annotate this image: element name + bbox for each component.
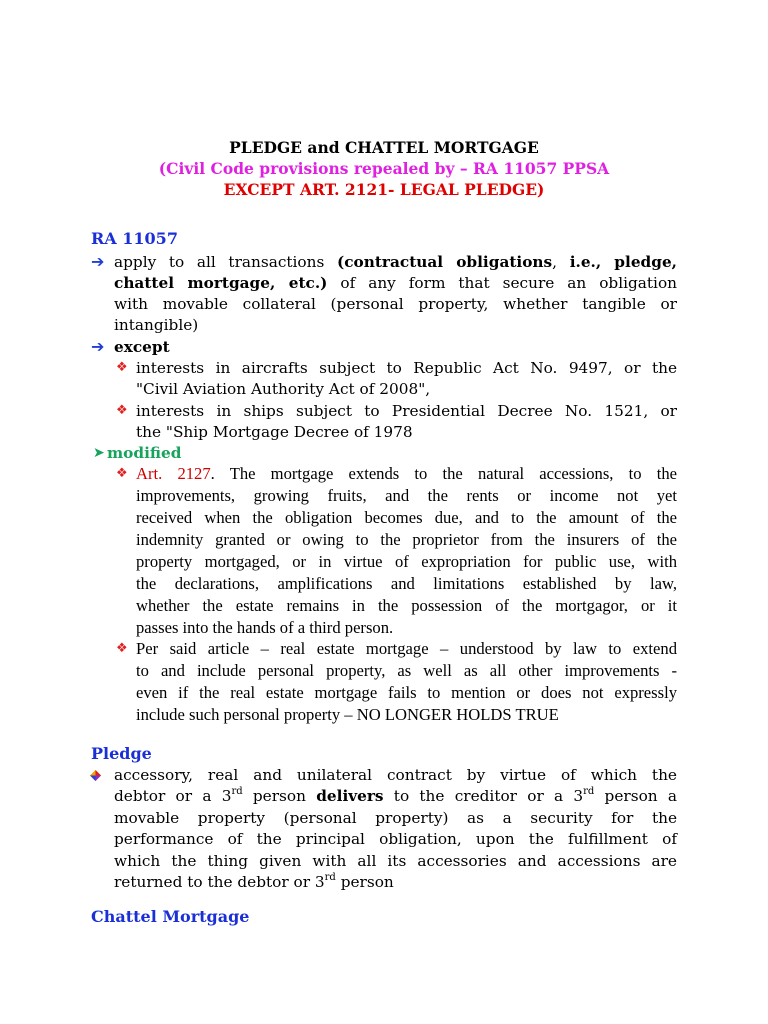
arrow-right-icon: ➔	[91, 337, 105, 356]
per-line-3: even if the real estate mortgage fails to mention or does not expressly	[136, 683, 677, 702]
document-title: PLEDGE and CHATTEL MORTGAGE	[229, 138, 539, 157]
except-item-1-line-2: "Civil Aviation Authority Act of 2008",	[136, 380, 431, 398]
apply-line-3: with movable collateral (personal property, whether tangible or	[114, 295, 677, 313]
pledge-line-6: returned to the debtor or 3rd person	[114, 871, 394, 891]
art-line-2: improvements, growing fruits, and the rents or income not yet	[136, 486, 677, 505]
square-bullet-icon	[90, 770, 101, 781]
per-line-4: include such personal property – NO LONGER HOLDS TRUE	[136, 705, 559, 724]
pledge-heading: Pledge	[91, 744, 152, 763]
pledge-line-5: which the thing given with all its accessories and accessions are	[114, 852, 677, 870]
except-label: except	[114, 338, 170, 356]
diamond-bullet-icon: ❖	[116, 466, 128, 481]
triangle-bullet-icon: ➤	[93, 445, 105, 461]
art-line-8: passes into the hands of a third person.	[136, 618, 394, 637]
per-line-2: to and include personal property, as well as all other improvements -	[136, 661, 677, 680]
pledge-line-1: accessory, real and unilateral contract by virtue of which the	[114, 766, 677, 784]
chattel-mortgage-heading: Chattel Mortgage	[91, 907, 250, 926]
diamond-bullet-icon: ❖	[116, 641, 128, 656]
art-line-1: Art. 2127. The mortgage extends to the natural accessions, to the	[136, 464, 678, 483]
art-line-4: indemnity granted or owing to the proprietor from the insurers of the	[136, 530, 677, 549]
modified-label: modified	[107, 444, 182, 462]
except-item-2-line-1: interests in ships subject to Presidential Decree No. 1521, or	[136, 402, 677, 420]
art-line-3: received when the obligation becomes due, and to the amount of the	[136, 508, 677, 527]
document-subtitle-2: EXCEPT ART. 2121- LEGAL PLEDGE)	[223, 180, 545, 199]
except-item-2-line-2: the "Ship Mortgage Decree of 1978	[136, 423, 413, 441]
diamond-bullet-icon: ❖	[116, 403, 128, 418]
art-line-5: property mortgaged, or in virtue of expropriation for public use, with	[136, 552, 677, 571]
per-line-1: Per said article – real estate mortgage – understood by law to extend	[136, 639, 677, 658]
art-line-6: the declarations, amplifications and limitations established by law,	[136, 574, 677, 593]
apply-line-1: apply to all transactions (contractual obligations, i.e., pledge,	[114, 253, 677, 271]
pledge-line-2: debtor or a 3rd person delivers to the creditor or a 3rd person a	[114, 785, 677, 805]
apply-line-4: intangible)	[114, 316, 199, 334]
pledge-line-4: performance of the principal obligation, upon the fulfillment of	[114, 830, 677, 848]
except-item-1-line-1: interests in aircrafts subject to Republic Act No. 9497, or the	[136, 359, 677, 377]
apply-line-2: chattel mortgage, etc.) of any form that secure an obligation	[114, 274, 677, 292]
document-subtitle: (Civil Code provisions repealed by – RA 11057 PPSA	[158, 159, 610, 178]
pledge-line-3: movable property (personal property) as a security for the	[114, 809, 677, 827]
diamond-bullet-icon: ❖	[116, 360, 128, 375]
art-line-7: whether the estate remains in the possession of the mortgagor, or it	[136, 596, 677, 615]
arrow-right-icon: ➔	[91, 252, 105, 271]
ra-heading: RA 11057	[91, 229, 178, 248]
